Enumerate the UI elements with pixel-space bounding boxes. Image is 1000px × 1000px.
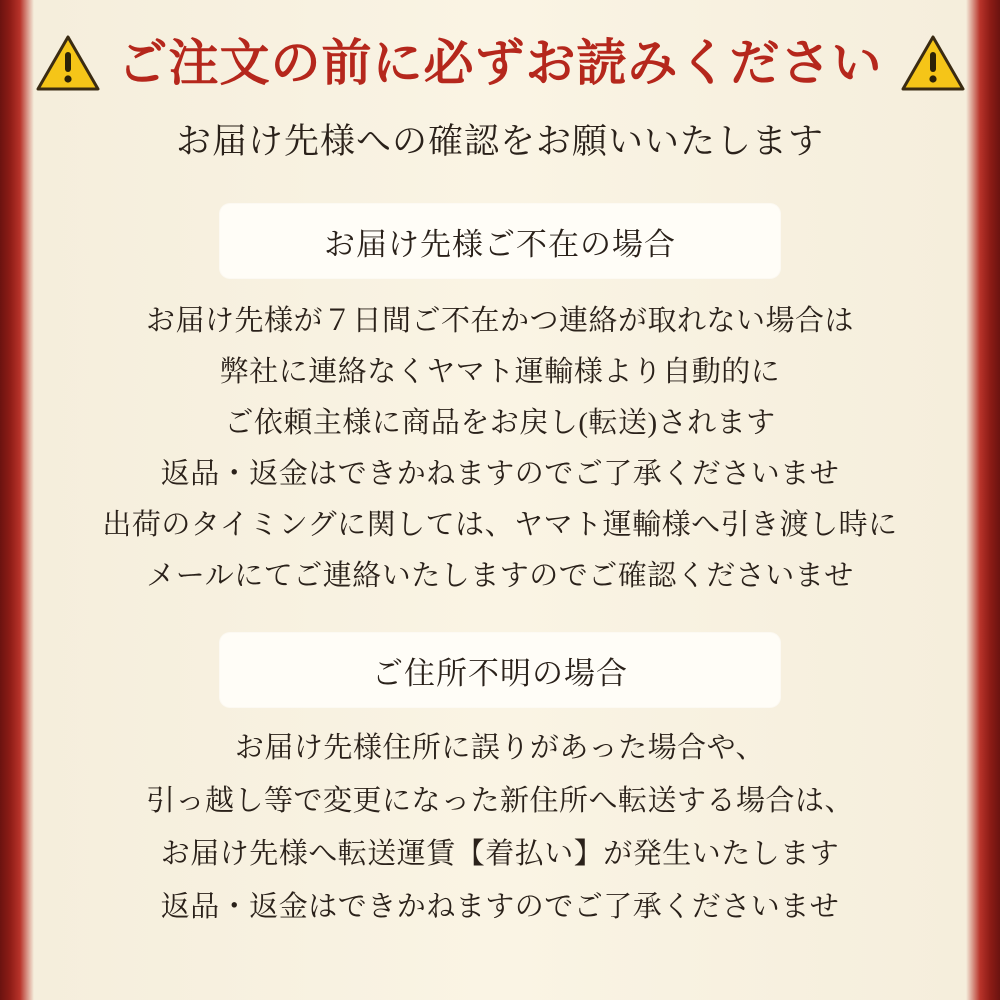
body-line: お届け先様住所に誤りがあった場合や、 [234, 732, 766, 765]
notice-content [34, 0, 966, 1000]
body-line: お届け先様が７日間ご不在かつ連絡が取れない場合は [145, 305, 854, 337]
section-body-unknown-address [34, 727, 966, 928]
title-row [34, 34, 966, 92]
section-heading-unknown-address [220, 633, 780, 707]
warning-triangle-icon [901, 34, 965, 92]
body-line: 返品・返金はできかねますのでご了承くださいませ [160, 458, 840, 491]
page-subtitle: お届け先様への確認をお願いいたします [175, 122, 824, 161]
section-body-absence [34, 300, 966, 597]
body-line: 出荷のタイミングに関しては、ヤマト運輸様へ引き渡し時に [102, 509, 898, 542]
warning-triangle-icon [36, 34, 100, 92]
section-heading-absence [220, 204, 780, 278]
body-line: 弊社に連絡なくヤマト運輸様より自動的に [219, 356, 781, 389]
section-heading-label: お届け先様ご不在の場合 [324, 226, 676, 262]
body-line: ご依頼主様に商品をお戻し(転送)されます [224, 407, 776, 440]
body-line: 引っ越し等で変更になった新住所へ転送する場合は、 [145, 785, 854, 818]
page-title: ご注文の前に必ずお読みください [117, 34, 883, 91]
section-heading-label: ご住所不明の場合 [372, 655, 628, 691]
body-line: お届け先様へ転送運賃【着払い】が発生いたします [160, 838, 840, 871]
body-line: 返品・返金はできかねますのでご了承くださいませ [160, 891, 840, 924]
body-line: メールにてご連絡いたしますのでご確認くださいませ [146, 560, 854, 593]
